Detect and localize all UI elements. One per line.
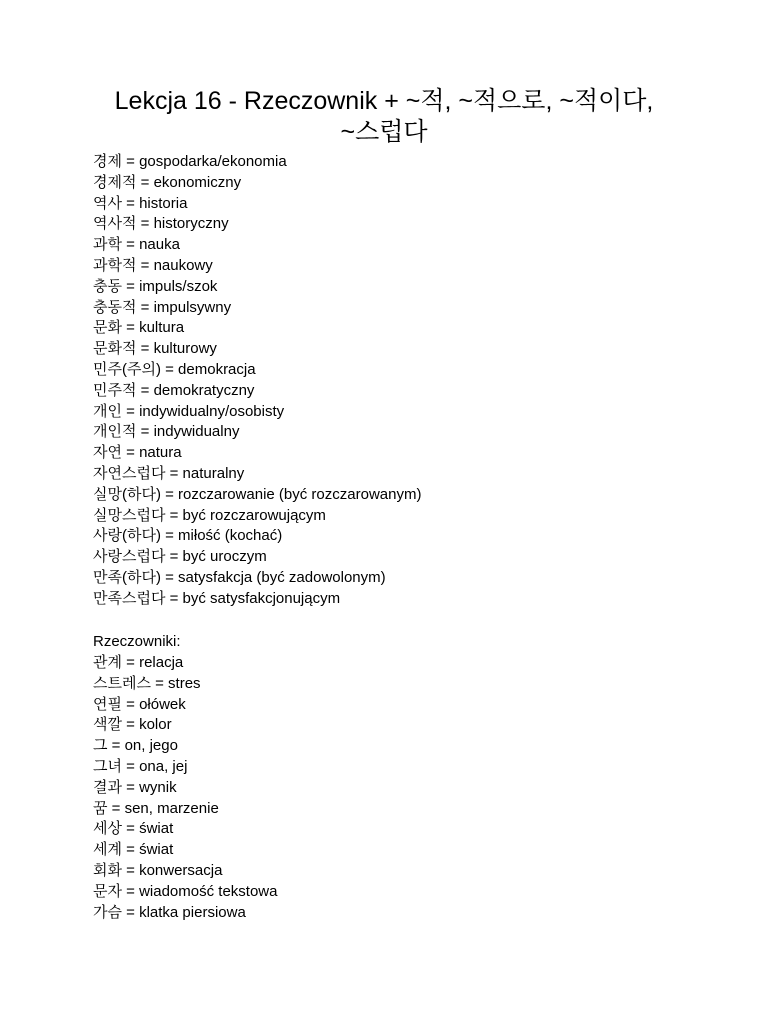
- vocab-list-derivatives: [93, 152, 421, 610]
- list-item: 개인적 = indywidualny: [93, 423, 240, 441]
- list-item: 민주적 = demokratyczny: [93, 381, 255, 399]
- title-line-2: ~스럽다: [340, 118, 428, 146]
- list-item: 회화 = konwersacja: [93, 861, 223, 879]
- list-item: 역사 = historia: [93, 194, 188, 212]
- list-item: 충동 = impuls/szok: [93, 277, 218, 295]
- list-item: 충동적 = impulsywny: [93, 298, 232, 316]
- list-item: 경제 = gospodarka/ekonomia: [93, 153, 287, 170]
- list-item: 개인 = indywidualny/osobisty: [93, 402, 285, 420]
- list-item: 스트레스 = stres: [93, 674, 201, 692]
- list-item: 가슴 = klatka piersiowa: [93, 903, 246, 921]
- section-heading-nouns: Rzeczowniki:: [93, 633, 181, 650]
- vocab-list-nouns: [93, 653, 277, 923]
- list-item: 실망스럽다 = być rozczarowującym: [93, 506, 326, 524]
- list-item: 색깔 = kolor: [93, 716, 172, 734]
- list-item: 과학적 = naukowy: [93, 256, 213, 274]
- list-item: 그녀 = ona, jej: [93, 757, 188, 775]
- list-item: 만족스럽다 = być satysfakcjonującym: [93, 589, 341, 607]
- list-item: 관계 = relacja: [93, 654, 184, 671]
- list-item: 사랑(하다) = miłość (kochać): [93, 527, 283, 545]
- list-item: 실망(하다) = rozczarowanie (być rozczarowanym): [93, 485, 422, 503]
- list-item: 문자 = wiadomość tekstowa: [93, 882, 278, 900]
- title-line-1: Lekcja 16 - Rzeczownik + ~적, ~적으로, ~적이다,: [114, 87, 654, 115]
- list-item: 자연스럽다 = naturalny: [93, 464, 245, 482]
- list-item: 결과 = wynik: [93, 778, 177, 796]
- list-item: 연필 = ołówek: [93, 695, 186, 713]
- list-item: 민주(주의) = demokracja: [93, 360, 256, 378]
- list-item: 과학 = nauka: [93, 236, 180, 254]
- list-item: 사랑스럽다 = być uroczym: [93, 548, 267, 566]
- list-item: 자연 = natura: [93, 444, 182, 462]
- list-item: 세상 = świat: [93, 820, 174, 838]
- list-item: 문화 = kultura: [93, 319, 185, 337]
- list-item: 꿈 = sen, marzenie: [93, 799, 219, 817]
- page-title: [60, 86, 708, 148]
- list-item: 세계 = świat: [93, 841, 174, 859]
- list-item: 문화적 = kulturowy: [93, 340, 217, 358]
- list-item: 역사적 = historyczny: [93, 215, 229, 233]
- list-item: 그 = on, jego: [93, 737, 178, 755]
- list-item: 만족(하다) = satysfakcja (być zadowolonym): [93, 568, 386, 586]
- list-item: 경제적 = ekonomiczny: [93, 173, 242, 191]
